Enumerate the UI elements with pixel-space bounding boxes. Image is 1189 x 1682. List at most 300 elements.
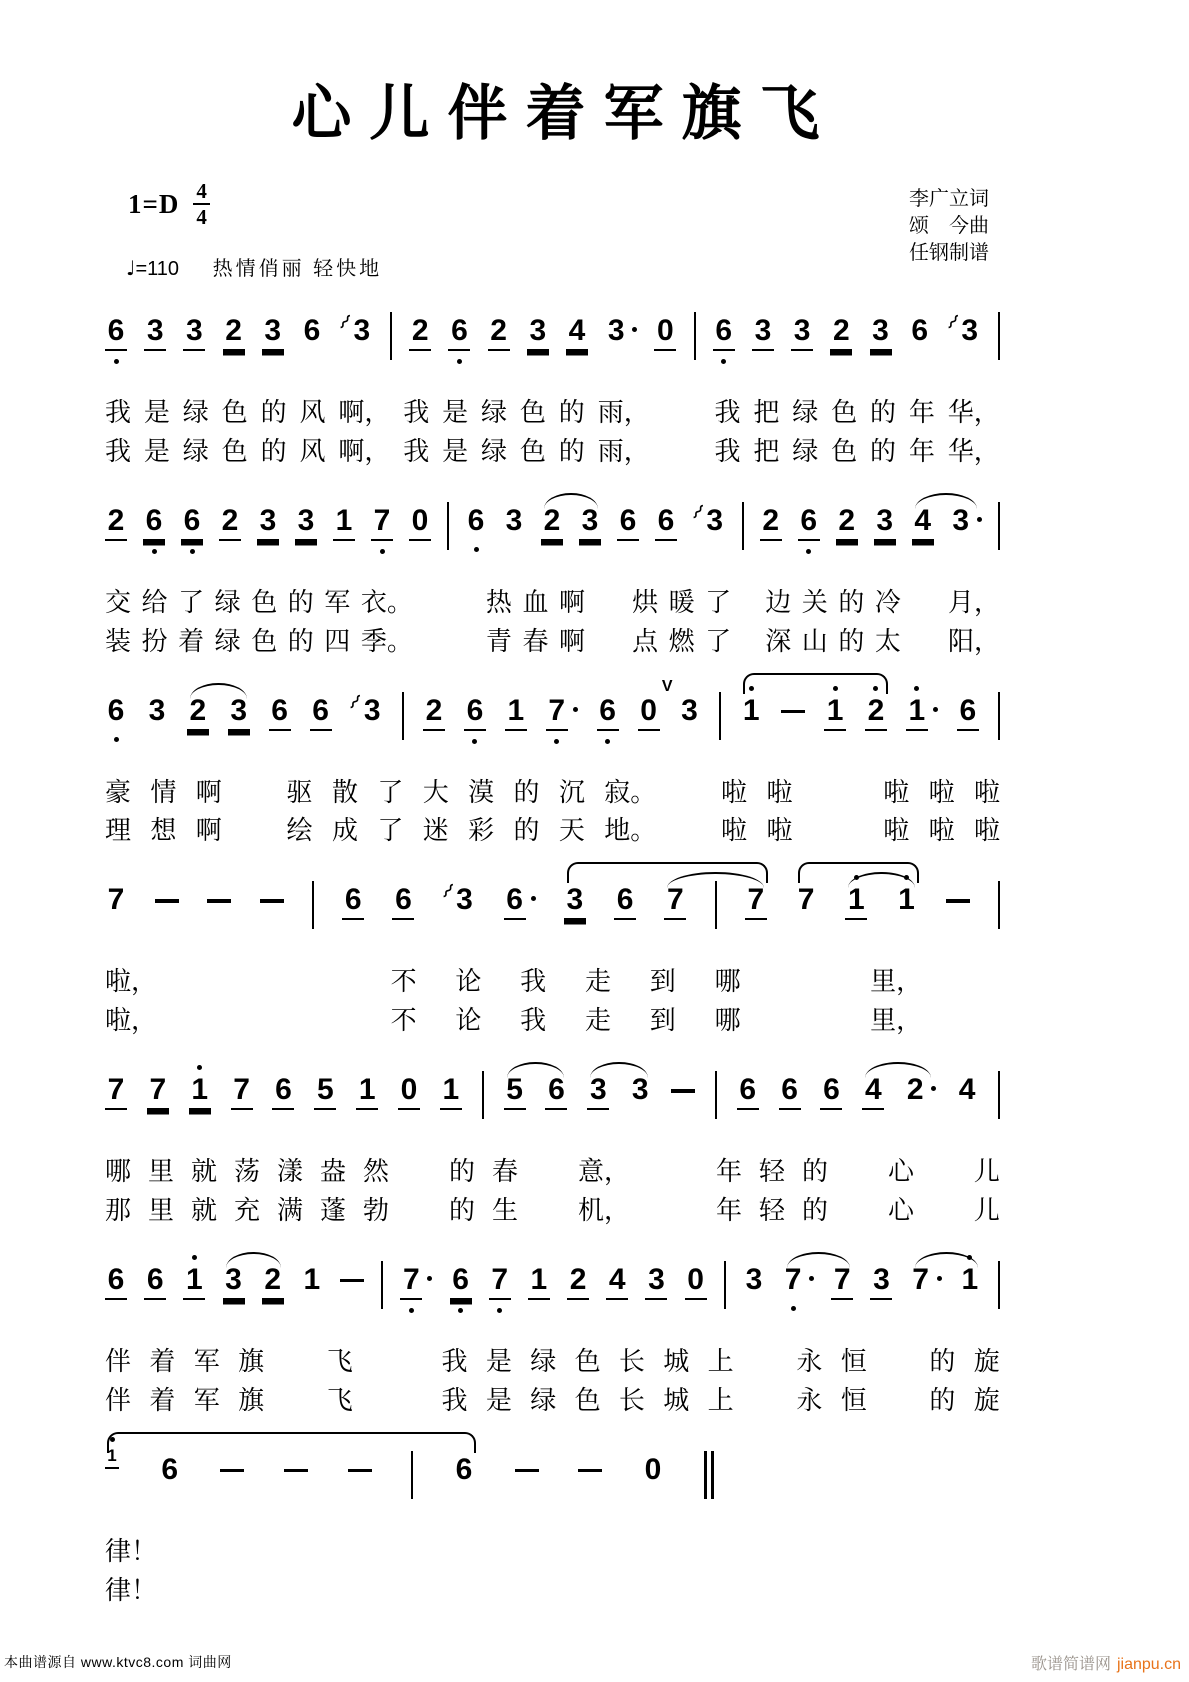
notes-row (105, 482, 1000, 576)
lyric-syllable: 绿 (792, 397, 819, 427)
note (503, 503, 525, 539)
lyric-syllable: 恒 (840, 1384, 867, 1415)
note (779, 1075, 801, 1110)
lyric-syllable: 啦 (883, 815, 910, 846)
note (301, 316, 323, 349)
lyric-syllable: 论 (455, 966, 482, 997)
lyric-spacer (742, 627, 755, 657)
note (655, 503, 677, 541)
note (436, 878, 476, 918)
lyric-syllable: 色 (251, 586, 278, 617)
slide-mark-icon: ⌇ (941, 309, 965, 335)
low-octave-dot (806, 549, 811, 554)
lyric-spacer (663, 398, 702, 428)
quarter-note-icon: ♩ (126, 256, 136, 280)
note (795, 885, 817, 918)
note-number: 2 (187, 696, 209, 731)
note (904, 1075, 936, 1108)
note-number: 2 (262, 1265, 284, 1300)
transcriber-credit: 任钢制谱 (909, 242, 989, 264)
music-system (105, 292, 1000, 467)
lyric-syllable: 的 (838, 625, 865, 656)
note-number: 7 (371, 506, 393, 541)
slide-mark-icon: ⌇ (344, 689, 367, 715)
note-number: 6 (467, 503, 485, 537)
note-number: 7 (912, 1262, 929, 1296)
note (488, 316, 510, 351)
note-number: 6 (392, 885, 414, 920)
note (909, 316, 931, 349)
augmentation-dot (977, 517, 982, 522)
note (453, 1452, 475, 1488)
barline (715, 1071, 717, 1119)
lyric-syllable: 的 (448, 1156, 475, 1187)
note-number: 6 (911, 314, 929, 347)
tie-arc (107, 1432, 476, 1453)
lyric-syllable: 我 (520, 966, 547, 997)
lyric-syllable: 到 (649, 1005, 676, 1036)
lyric-syllable: 色 (574, 1345, 601, 1376)
lyric-syllable: 的 (929, 1384, 956, 1415)
low-octave-dot (457, 359, 462, 364)
note-number: 2 (865, 696, 887, 731)
lyric-syllable: 色 (574, 1384, 601, 1415)
note (830, 316, 852, 351)
note-number: 3 (607, 314, 625, 347)
site-watermark-name: 歌谱简谱网 (1030, 1656, 1111, 1673)
lyric-spacer (779, 967, 831, 997)
lyric-syllable: 散 (331, 776, 358, 807)
note (262, 1262, 284, 1300)
note (865, 693, 887, 731)
lyric-spacer (931, 1157, 957, 1187)
note (464, 693, 486, 731)
lyric-syllable: 啊， (338, 435, 391, 466)
lyric-syllable: 月， (947, 586, 1000, 617)
lyric-syllable: 就 (191, 1156, 218, 1187)
lyrics-line-verse1 (105, 778, 1000, 808)
lyric-syllable: 我 (105, 435, 132, 466)
note (906, 693, 938, 731)
note (910, 1262, 942, 1298)
lyric-syllable: 我 (403, 435, 430, 466)
lyrics-line-verse2 (105, 1006, 1000, 1036)
note (489, 1262, 511, 1300)
note (870, 1262, 892, 1300)
lyric-syllable: 哪 (714, 966, 741, 997)
lyric-syllable: 走 (584, 966, 611, 997)
note-number: 1 (961, 1262, 979, 1296)
duration-dash (284, 1455, 308, 1473)
low-octave-dot (409, 1308, 414, 1313)
augmentation-dot (933, 707, 938, 712)
lyric-syllable: 点 (632, 625, 659, 656)
lyric-syllable: 驱 (286, 776, 313, 807)
tie-arc (743, 673, 887, 694)
lyric-syllable: 我 (714, 435, 741, 466)
note-number: 3 (681, 693, 698, 727)
barline (715, 881, 717, 929)
lyric-syllable: 上 (707, 1384, 734, 1415)
note-number: 6 (303, 314, 321, 347)
note-number: 0 (638, 696, 660, 731)
lyric-syllable: 军 (193, 1384, 220, 1415)
note-number: 6 (820, 1075, 842, 1110)
lyric-syllable: 热 (485, 586, 512, 617)
lyric-syllable: 沉 (558, 776, 585, 807)
lyric-syllable: 了 (178, 586, 205, 617)
note-number: 6 (107, 693, 125, 727)
barline (411, 1451, 413, 1499)
note-number: 7 (231, 1075, 253, 1110)
lyric-syllable: 飞 (326, 1345, 353, 1376)
note (645, 1262, 667, 1300)
note (144, 1262, 166, 1300)
barline (998, 1261, 1000, 1309)
slur-arc (544, 493, 597, 509)
lyric-syllable: 的 (801, 1156, 828, 1187)
note (504, 1075, 526, 1110)
note (896, 885, 918, 918)
note (223, 316, 245, 351)
lyric-syllable: 旗 (238, 1384, 265, 1415)
note (874, 503, 896, 541)
lyric-syllable: 烘 (632, 586, 659, 617)
note (146, 693, 168, 729)
note-number: 6 (713, 316, 735, 351)
note (956, 1075, 978, 1108)
lyric-syllable: 关 (801, 586, 828, 617)
lyric-syllable: 论 (455, 1005, 482, 1036)
note (105, 693, 127, 729)
note (541, 503, 563, 541)
lyric-syllable: 的 (870, 397, 897, 427)
lyric-syllable: 季。 (360, 625, 413, 656)
duration-dash (220, 1455, 244, 1473)
lyric-syllable: 燃 (668, 625, 695, 656)
lyric-spacer (742, 588, 755, 618)
lyric-syllable: 律！ (105, 1574, 158, 1605)
lyric-syllable: 我 (714, 397, 741, 427)
note-number: 6 (448, 316, 470, 351)
slur-arc (507, 1062, 563, 1078)
lyric-syllable: 的 (558, 435, 585, 466)
lyric-syllable: 啦， (105, 1005, 158, 1036)
note (450, 1262, 472, 1300)
lyric-syllable: 暖 (668, 586, 695, 617)
lyric-syllable: 装 (105, 625, 132, 656)
low-octave-dot (605, 739, 610, 744)
duration-dash (155, 885, 179, 903)
lyric-syllable: 心 (887, 1156, 914, 1187)
lyric-syllable: 的 (260, 397, 287, 427)
lyric-syllable: 哪 (105, 1156, 132, 1187)
slur-arc (865, 1062, 931, 1078)
lyric-syllable: 色 (519, 397, 546, 427)
notes-row (105, 1051, 1000, 1145)
note (629, 1075, 651, 1108)
lyric-syllable: 啊 (559, 586, 586, 617)
lyric-syllable: 理 (105, 815, 132, 846)
lyricist-credit: 李广立词 (909, 188, 989, 210)
lyric-syllable: 绿 (792, 435, 819, 466)
lyric-syllable: 恒 (840, 1345, 867, 1376)
note-number: 5 (314, 1075, 336, 1110)
lyric-syllable: 天 (558, 815, 585, 846)
lyric-syllable: 绿 (481, 397, 508, 427)
note-number: 3 (645, 1265, 667, 1300)
lyric-syllable: 儿 (973, 1156, 1000, 1187)
lyric-syllable: 长 (618, 1345, 645, 1376)
duration-dash (946, 885, 970, 903)
low-octave-dot (474, 547, 479, 552)
note (642, 1452, 664, 1488)
barline (998, 692, 1000, 740)
note (579, 503, 601, 541)
augmentation-dot (632, 327, 637, 332)
barline (390, 312, 392, 360)
lyric-syllable: 的 (929, 1345, 956, 1376)
lyric-syllable: 想 (150, 815, 177, 846)
lyric-syllable: 的 (838, 586, 865, 617)
low-octave-dot (114, 737, 119, 742)
note-number: 2 (409, 316, 431, 351)
note (356, 1075, 378, 1110)
low-octave-dot (152, 549, 157, 554)
note (941, 309, 981, 349)
note (465, 503, 487, 539)
note-number: 1 (824, 696, 846, 731)
barline (998, 312, 1000, 360)
lyric-syllable: 伴 (105, 1384, 132, 1415)
lyric-syllable: 四 (324, 625, 351, 656)
note (228, 693, 250, 731)
time-signature-top: 4 (193, 180, 210, 205)
source-watermark: 本曲谱源自 www.ktvc8.com 词曲网 (4, 1654, 232, 1670)
duration-dash (207, 885, 231, 903)
note-number: 6 (798, 506, 820, 541)
notes-row (105, 1241, 1000, 1335)
lyric-spacer (596, 627, 622, 657)
lyric-syllable: 的 (448, 1195, 475, 1226)
note-number: 3 (870, 316, 892, 351)
lyric-syllable: 绿 (481, 435, 508, 466)
note-number: 3 (148, 693, 166, 727)
note (423, 693, 445, 731)
high-octave-dot (197, 1065, 202, 1070)
note (820, 1075, 842, 1110)
note-number: 6 (144, 1265, 166, 1300)
lyric-syllable: 儿 (973, 1195, 1000, 1226)
lyric-syllable: 边 (765, 586, 792, 617)
low-octave-dot (114, 359, 119, 364)
note (654, 316, 676, 351)
low-octave-dot (190, 549, 195, 554)
lyric-syllable: 啦， (105, 966, 158, 997)
lyric-syllable: 是 (485, 1384, 512, 1415)
lyric-syllable: 城 (663, 1345, 690, 1376)
note-number: 0 (644, 1452, 662, 1486)
lyric-syllable: 啦 (973, 815, 1000, 846)
breath-mark: V (661, 677, 673, 695)
note-number: 1 (845, 885, 867, 920)
high-octave-dot (192, 1255, 197, 1260)
lyric-syllable: 蓬 (320, 1195, 347, 1226)
note (144, 316, 166, 351)
lyric-spacer (911, 588, 937, 618)
lyric-syllable: 旗 (238, 1345, 265, 1376)
lyric-syllable: 把 (753, 435, 780, 466)
lyric-syllable: 衣。 (360, 586, 413, 617)
augmentation-dot (809, 1276, 814, 1281)
barline (312, 881, 314, 929)
low-octave-dot (721, 359, 726, 364)
note-number: 7 (489, 1265, 511, 1300)
note-number: 3 (257, 506, 279, 541)
lyric-syllable: 是 (485, 1345, 512, 1376)
note-number: 2 (423, 696, 445, 731)
note-number: 3 (752, 316, 774, 351)
lyric-syllable: 华， (947, 397, 1000, 427)
lyric-syllable: 我 (441, 1345, 468, 1376)
low-octave-dot (380, 549, 385, 554)
note-number: 1 (906, 696, 928, 731)
note-number: 3 (353, 314, 371, 347)
lyric-syllable: 的 (801, 1195, 828, 1226)
note (664, 885, 686, 920)
lyric-syllable: 到 (649, 966, 676, 997)
note (567, 1262, 589, 1300)
lyric-syllable: 军 (324, 586, 351, 617)
slide-mark-icon: ⌇ (686, 499, 710, 525)
note (606, 1262, 628, 1300)
lyric-spacer (676, 816, 702, 846)
lyric-syllable: 的 (870, 435, 897, 466)
note-number: 6 (597, 696, 619, 731)
duration-dash (781, 696, 805, 714)
lyric-syllable: 情 (150, 776, 177, 807)
note (105, 503, 127, 541)
lyric-syllable: 荡 (234, 1156, 261, 1187)
lyric-syllable: 了 (705, 586, 732, 617)
lyric-syllable: 给 (141, 586, 168, 617)
lyric-syllable: 旋 (973, 1384, 1000, 1415)
lyric-syllable: 轻 (758, 1195, 785, 1226)
lyric-syllable: 心 (887, 1195, 914, 1226)
note-number: 6 (655, 506, 677, 541)
note-number: 2 (830, 316, 852, 351)
note (713, 316, 735, 351)
duration-dash (260, 885, 284, 903)
barline (447, 502, 449, 550)
lyric-syllable: 春 (522, 625, 549, 656)
lyric-spacer (911, 627, 937, 657)
note (448, 316, 470, 351)
lyric-syllable: 伴 (105, 1345, 132, 1376)
note (392, 885, 414, 920)
lyric-syllable: 地。 (604, 815, 657, 846)
note-number: 7 (400, 1265, 422, 1300)
note-number: 2 (760, 506, 782, 541)
lyric-spacer (371, 1386, 423, 1416)
note (105, 316, 127, 351)
lyric-syllable: 是 (442, 435, 469, 466)
note-number: 6 (614, 885, 636, 920)
slide-mark-icon: ⌇ (436, 878, 459, 904)
note (398, 1075, 420, 1110)
note (566, 316, 588, 351)
note-number: 3 (745, 1262, 763, 1296)
lyrics-line-verse1 (105, 1347, 1000, 1377)
lyric-syllable: 哪 (714, 1005, 741, 1036)
note (745, 885, 767, 920)
lyric-syllable: 啊 (195, 776, 222, 807)
slide-mark-icon: ⌇ (333, 309, 357, 335)
lyric-syllable: 里， (870, 1005, 923, 1036)
augmentation-dot (937, 1276, 942, 1281)
note (617, 503, 639, 541)
lyric-syllable: 了 (705, 625, 732, 656)
lyric-syllable: 大 (422, 776, 449, 807)
low-octave-dot (497, 1308, 502, 1313)
note (344, 689, 383, 729)
note-number: 3 (295, 506, 317, 541)
barline (719, 692, 721, 740)
note (743, 1262, 765, 1298)
lyric-spacer (282, 1347, 308, 1377)
lyric-syllable: 盎 (320, 1156, 347, 1187)
note-number: 3 (952, 503, 970, 537)
note-number: 7 (105, 1075, 127, 1110)
duration-dash (348, 1455, 372, 1473)
lyric-spacer (423, 588, 475, 618)
note (105, 1075, 127, 1110)
note-number: 6 (272, 1075, 294, 1110)
note (301, 1262, 323, 1298)
note (831, 1262, 853, 1300)
lyric-spacer (845, 1196, 871, 1226)
lyric-syllable: 我 (105, 397, 132, 427)
lyric-syllable: 深 (765, 625, 792, 656)
note-number: 7 (831, 1265, 853, 1300)
lyric-syllable: 意， (577, 1156, 630, 1187)
note-number: 6 (161, 1452, 178, 1486)
note-number: 6 (617, 506, 639, 541)
note (791, 316, 813, 351)
note-number: 3 (564, 885, 586, 920)
note (912, 503, 934, 541)
lyric-syllable: 啦 (928, 776, 955, 807)
lyric-spacer (812, 816, 864, 846)
lyric-syllable: 啦 (721, 815, 748, 846)
note (257, 503, 279, 541)
lyric-syllable: 着 (178, 625, 205, 656)
lyric-spacer (961, 1006, 1000, 1036)
note (400, 1262, 432, 1300)
lyric-syllable: 旋 (973, 1345, 1000, 1376)
lyric-syllable: 寂。 (604, 776, 657, 807)
lyric-syllable: 把 (753, 397, 780, 427)
note-number: 3 (262, 316, 284, 351)
slur-arc (590, 1062, 647, 1078)
lyric-syllable: 绿 (214, 625, 241, 656)
lyric-syllable: 交 (105, 586, 132, 617)
barline (998, 881, 1000, 929)
note-number: 5 (504, 1075, 526, 1110)
lyric-spacer (371, 1347, 423, 1377)
note-number: 0 (409, 506, 431, 541)
note (342, 885, 364, 920)
